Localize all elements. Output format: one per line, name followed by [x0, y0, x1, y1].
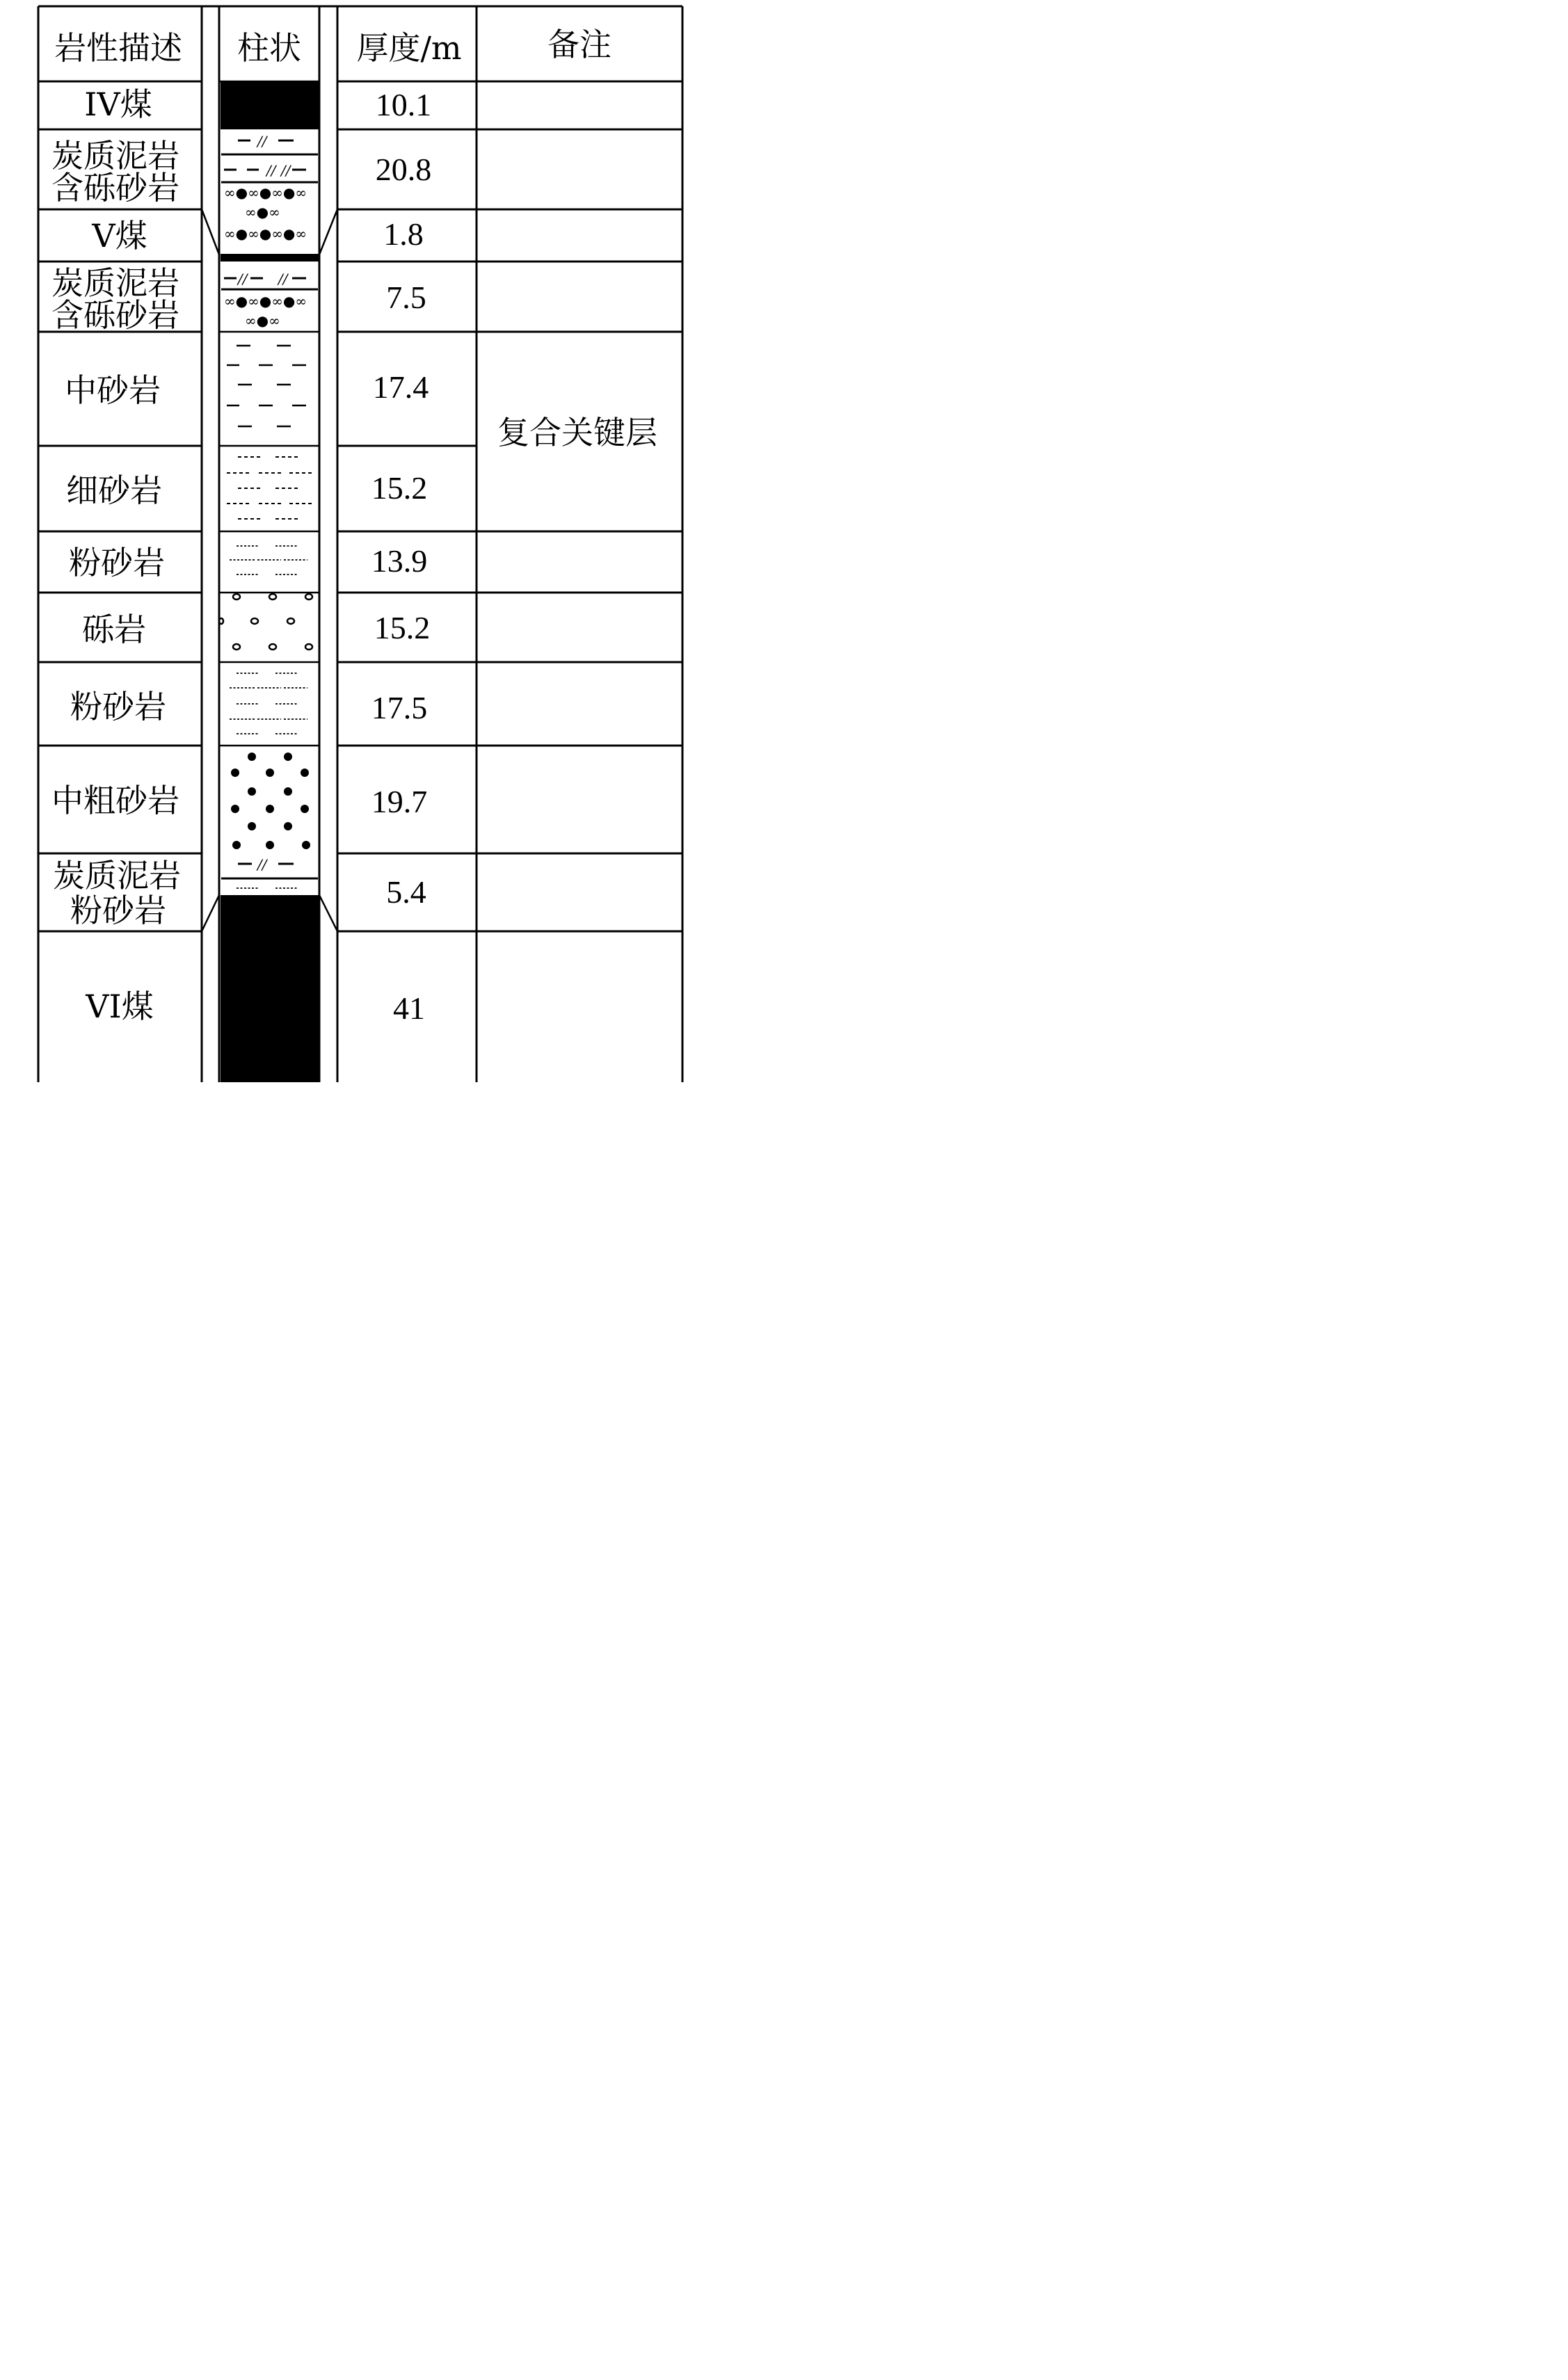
desc-row-7: 粉砂岩 — [69, 544, 165, 581]
header-column: 柱状 — [237, 29, 301, 67]
column-pattern-coal-iv — [221, 82, 319, 129]
header-thickness: 厚度/m — [356, 29, 462, 67]
thickness-row-10: 19.7 — [371, 784, 428, 819]
column-pattern-coarse-sandstone — [231, 753, 310, 849]
desc-row-11-line-2: 粉砂岩 — [70, 892, 166, 929]
column-pattern-mudstone-siltstone — [221, 856, 318, 888]
desc-row-2-line-2: 含砾砂岩 — [51, 169, 179, 207]
column-pattern-medium-sandstone — [227, 346, 306, 426]
remark-composite-key-stratum: 复合关键层 — [497, 414, 657, 451]
thickness-row-4: 7.5 — [386, 280, 426, 315]
desc-row-12: VI煤 — [86, 988, 154, 1025]
column-pattern-mudstone-conglomerate-1 — [221, 133, 318, 242]
desc-row-4-line-2: 含砾砂岩 — [51, 296, 179, 334]
svg-text:∞●∞●∞●∞: ∞●∞●∞●∞ — [224, 293, 307, 309]
thickness-row-11: 5.4 — [386, 874, 426, 910]
header-remark: 备注 — [547, 26, 611, 63]
column-pattern-siltstone-1 — [230, 546, 307, 574]
thickness-row-3: 1.8 — [383, 216, 424, 252]
thickness-row-6: 15.2 — [371, 470, 428, 506]
column-pattern-mudstone-conglomerate-2 — [221, 271, 318, 329]
svg-text:∞●∞: ∞●∞ — [245, 204, 280, 220]
header-row — [54, 26, 611, 67]
thickness-row-7: 13.9 — [371, 543, 428, 579]
column-pattern-coal-vi — [221, 895, 319, 1082]
thickness-row-12: 41 — [393, 990, 425, 1026]
svg-text:∞●∞: ∞●∞ — [245, 312, 280, 329]
svg-text://: // — [266, 162, 276, 179]
desc-row-1: IV煤 — [84, 86, 152, 123]
header-description: 岩性描述 — [54, 29, 182, 67]
thickness-row-1: 10.1 — [375, 87, 432, 122]
column-pattern-fine-sandstone — [227, 457, 312, 519]
thickness-cells — [371, 87, 432, 1026]
desc-row-2-line-1: 炭质泥岩 — [51, 137, 179, 175]
thickness-row-8: 15.2 — [374, 610, 431, 645]
svg-text://: // — [238, 271, 248, 287]
svg-text:∞●∞●∞●∞: ∞●∞●∞●∞ — [224, 184, 307, 201]
desc-row-11-line-1: 炭质泥岩 — [53, 857, 181, 894]
desc-row-3: V煤 — [92, 217, 147, 255]
desc-row-10: 中粗砂岩 — [51, 782, 179, 819]
stratigraphic-column-diagram — [0, 0, 712, 1082]
desc-row-8: 砾岩 — [82, 611, 146, 648]
description-cells — [51, 86, 181, 1025]
desc-row-4-line-1: 炭质泥岩 — [51, 264, 179, 302]
thickness-row-5: 17.4 — [372, 369, 429, 405]
desc-row-9: 粉砂岩 — [70, 688, 166, 725]
thickness-row-2: 20.8 — [375, 152, 432, 187]
svg-text://: // — [257, 133, 267, 150]
svg-text://: // — [281, 162, 291, 179]
svg-text://: // — [257, 856, 267, 873]
desc-row-5: 中砂岩 — [65, 371, 161, 409]
desc-row-6: 细砂岩 — [66, 472, 162, 509]
svg-text://: // — [278, 271, 288, 287]
column-pattern-coal-v — [221, 254, 319, 262]
svg-text:∞●∞●∞●∞: ∞●∞●∞●∞ — [224, 225, 307, 242]
thickness-row-9: 17.5 — [371, 690, 428, 725]
column-pattern-siltstone-2 — [230, 673, 307, 734]
column-pattern-conglomerate — [219, 594, 312, 650]
